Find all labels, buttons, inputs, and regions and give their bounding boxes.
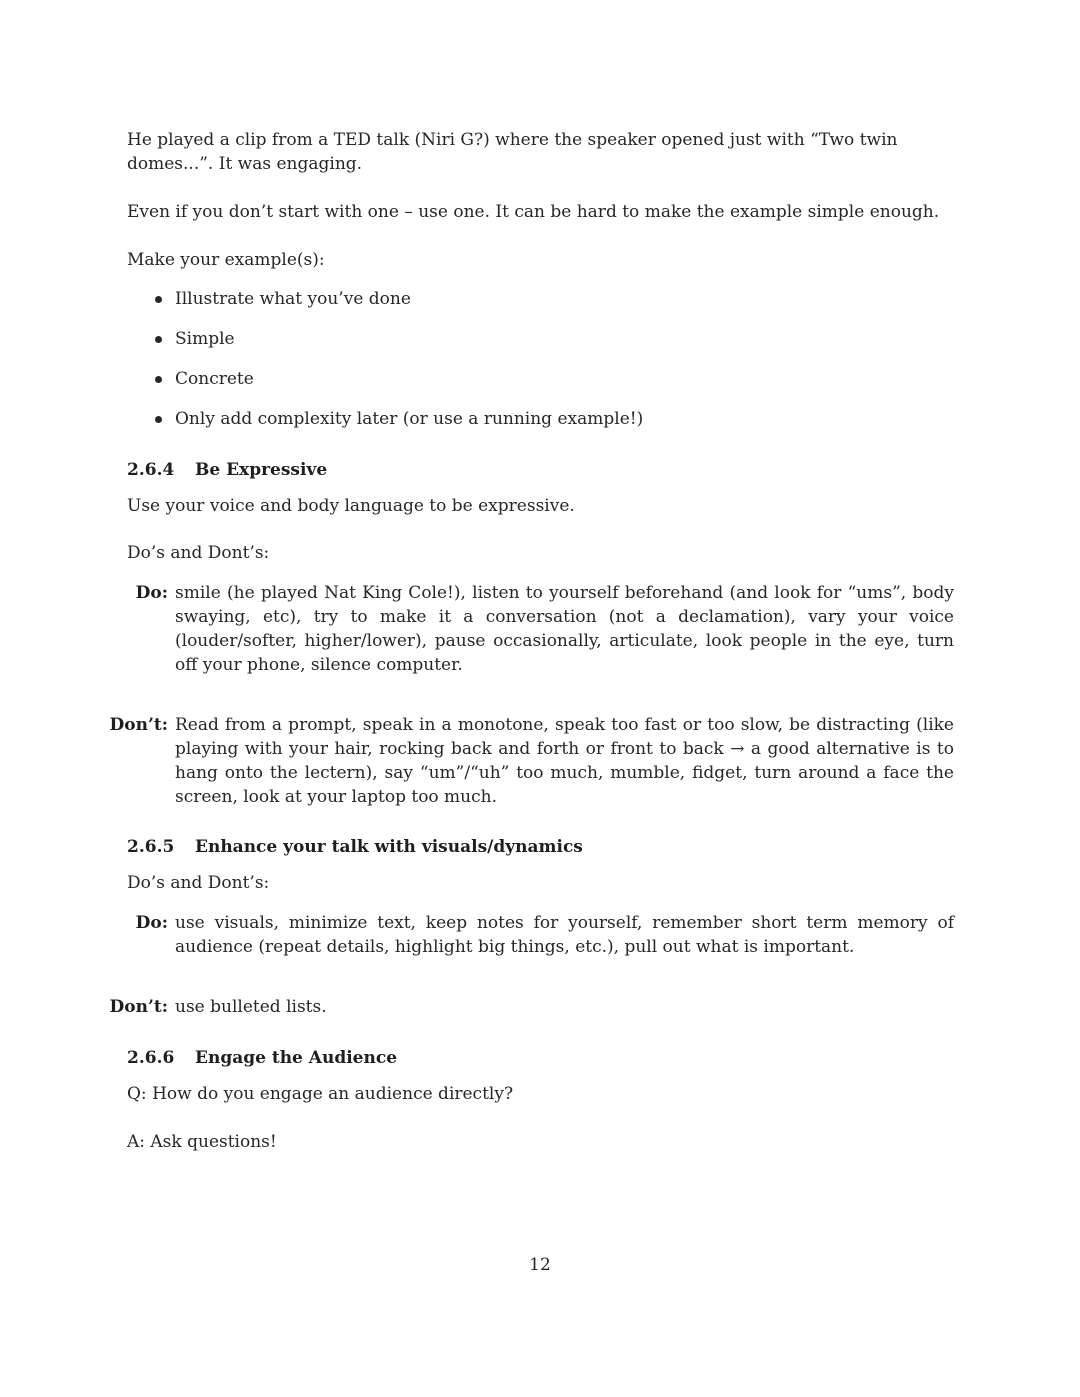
dos-donts-label: Do’s and Dont’s:	[127, 873, 270, 893]
section-number: 2.6.6	[127, 1048, 175, 1068]
dont-term: Don’t:	[109, 997, 168, 1017]
paragraph-use-one: Even if you don’t start with one – use one. It can be hard to make the example simple enough.	[127, 202, 940, 222]
bullet-icon	[155, 416, 162, 423]
bullet-icon	[155, 296, 162, 303]
list-item-text: Concrete	[175, 369, 254, 389]
section-title: Enhance your talk with visuals/dynamics	[195, 837, 583, 857]
list-item	[127, 326, 927, 366]
bullet-icon	[155, 376, 162, 383]
section-heading-2-6-5	[127, 835, 583, 859]
do-text: use visuals, minimize text, keep notes for yourself, remember short term memory of audience (repeat details, highlight big things, etc.), pull out what is important.	[175, 913, 954, 957]
section-title: Be Expressive	[195, 460, 328, 480]
answer-text: A: Ask questions!	[127, 1132, 277, 1152]
section-heading-2-6-6	[127, 1046, 397, 1070]
dos-donts-label: Do’s and Dont’s:	[127, 543, 270, 563]
list-item-text: Simple	[175, 329, 235, 349]
list-item-text: Illustrate what you’ve done	[175, 289, 411, 309]
section-intro: Use your voice and body language to be expressive.	[127, 496, 575, 516]
page-number: 12	[529, 1255, 551, 1275]
example-bullet-list	[127, 286, 927, 446]
dont-term: Don’t:	[109, 715, 168, 735]
do-term: Do:	[135, 913, 168, 933]
bullet-icon	[155, 336, 162, 343]
section-number: 2.6.5	[127, 837, 175, 857]
do-text: smile (he played Nat King Cole!), listen to yourself beforehand (and look for “ums”, body swaying, etc), try to make it a conversation (not a declamation), vary your voice (louder/softer, higher/lower), pause occasionally, articulate, look people in the eye, turn off your phone, silence computer.	[175, 583, 954, 675]
question-text: Q: How do you engage an audience directly?	[127, 1084, 514, 1104]
list-item	[127, 286, 927, 326]
dont-text: use bulleted lists.	[175, 997, 327, 1017]
section-heading-2-6-4	[127, 458, 327, 482]
section-number: 2.6.4	[127, 460, 175, 480]
section-title: Engage the Audience	[195, 1048, 398, 1068]
list-item	[127, 366, 927, 406]
do-item	[104, 911, 954, 959]
dont-item	[104, 995, 954, 1019]
dont-item	[104, 713, 954, 809]
paragraph-make-examples: Make your example(s):	[127, 250, 325, 270]
do-term: Do:	[135, 583, 168, 603]
do-item	[104, 581, 954, 677]
dont-text: Read from a prompt, speak in a monotone, speak too fast or too slow, be distracting (like playing with your hair, rocking back and forth or front to back → a good alternative is to hang onto the lectern), say “um”/“uh” too much, mumble, fidget, turn around a face the screen, look at your laptop too much.	[175, 715, 954, 807]
list-item	[127, 406, 927, 446]
paragraph-ted-clip: He played a clip from a TED talk (Niri G?) where the speaker opened just with “Two twin domes...”. It was engaging.	[127, 130, 898, 174]
list-item-text: Only add complexity later (or use a running example!)	[175, 409, 644, 429]
